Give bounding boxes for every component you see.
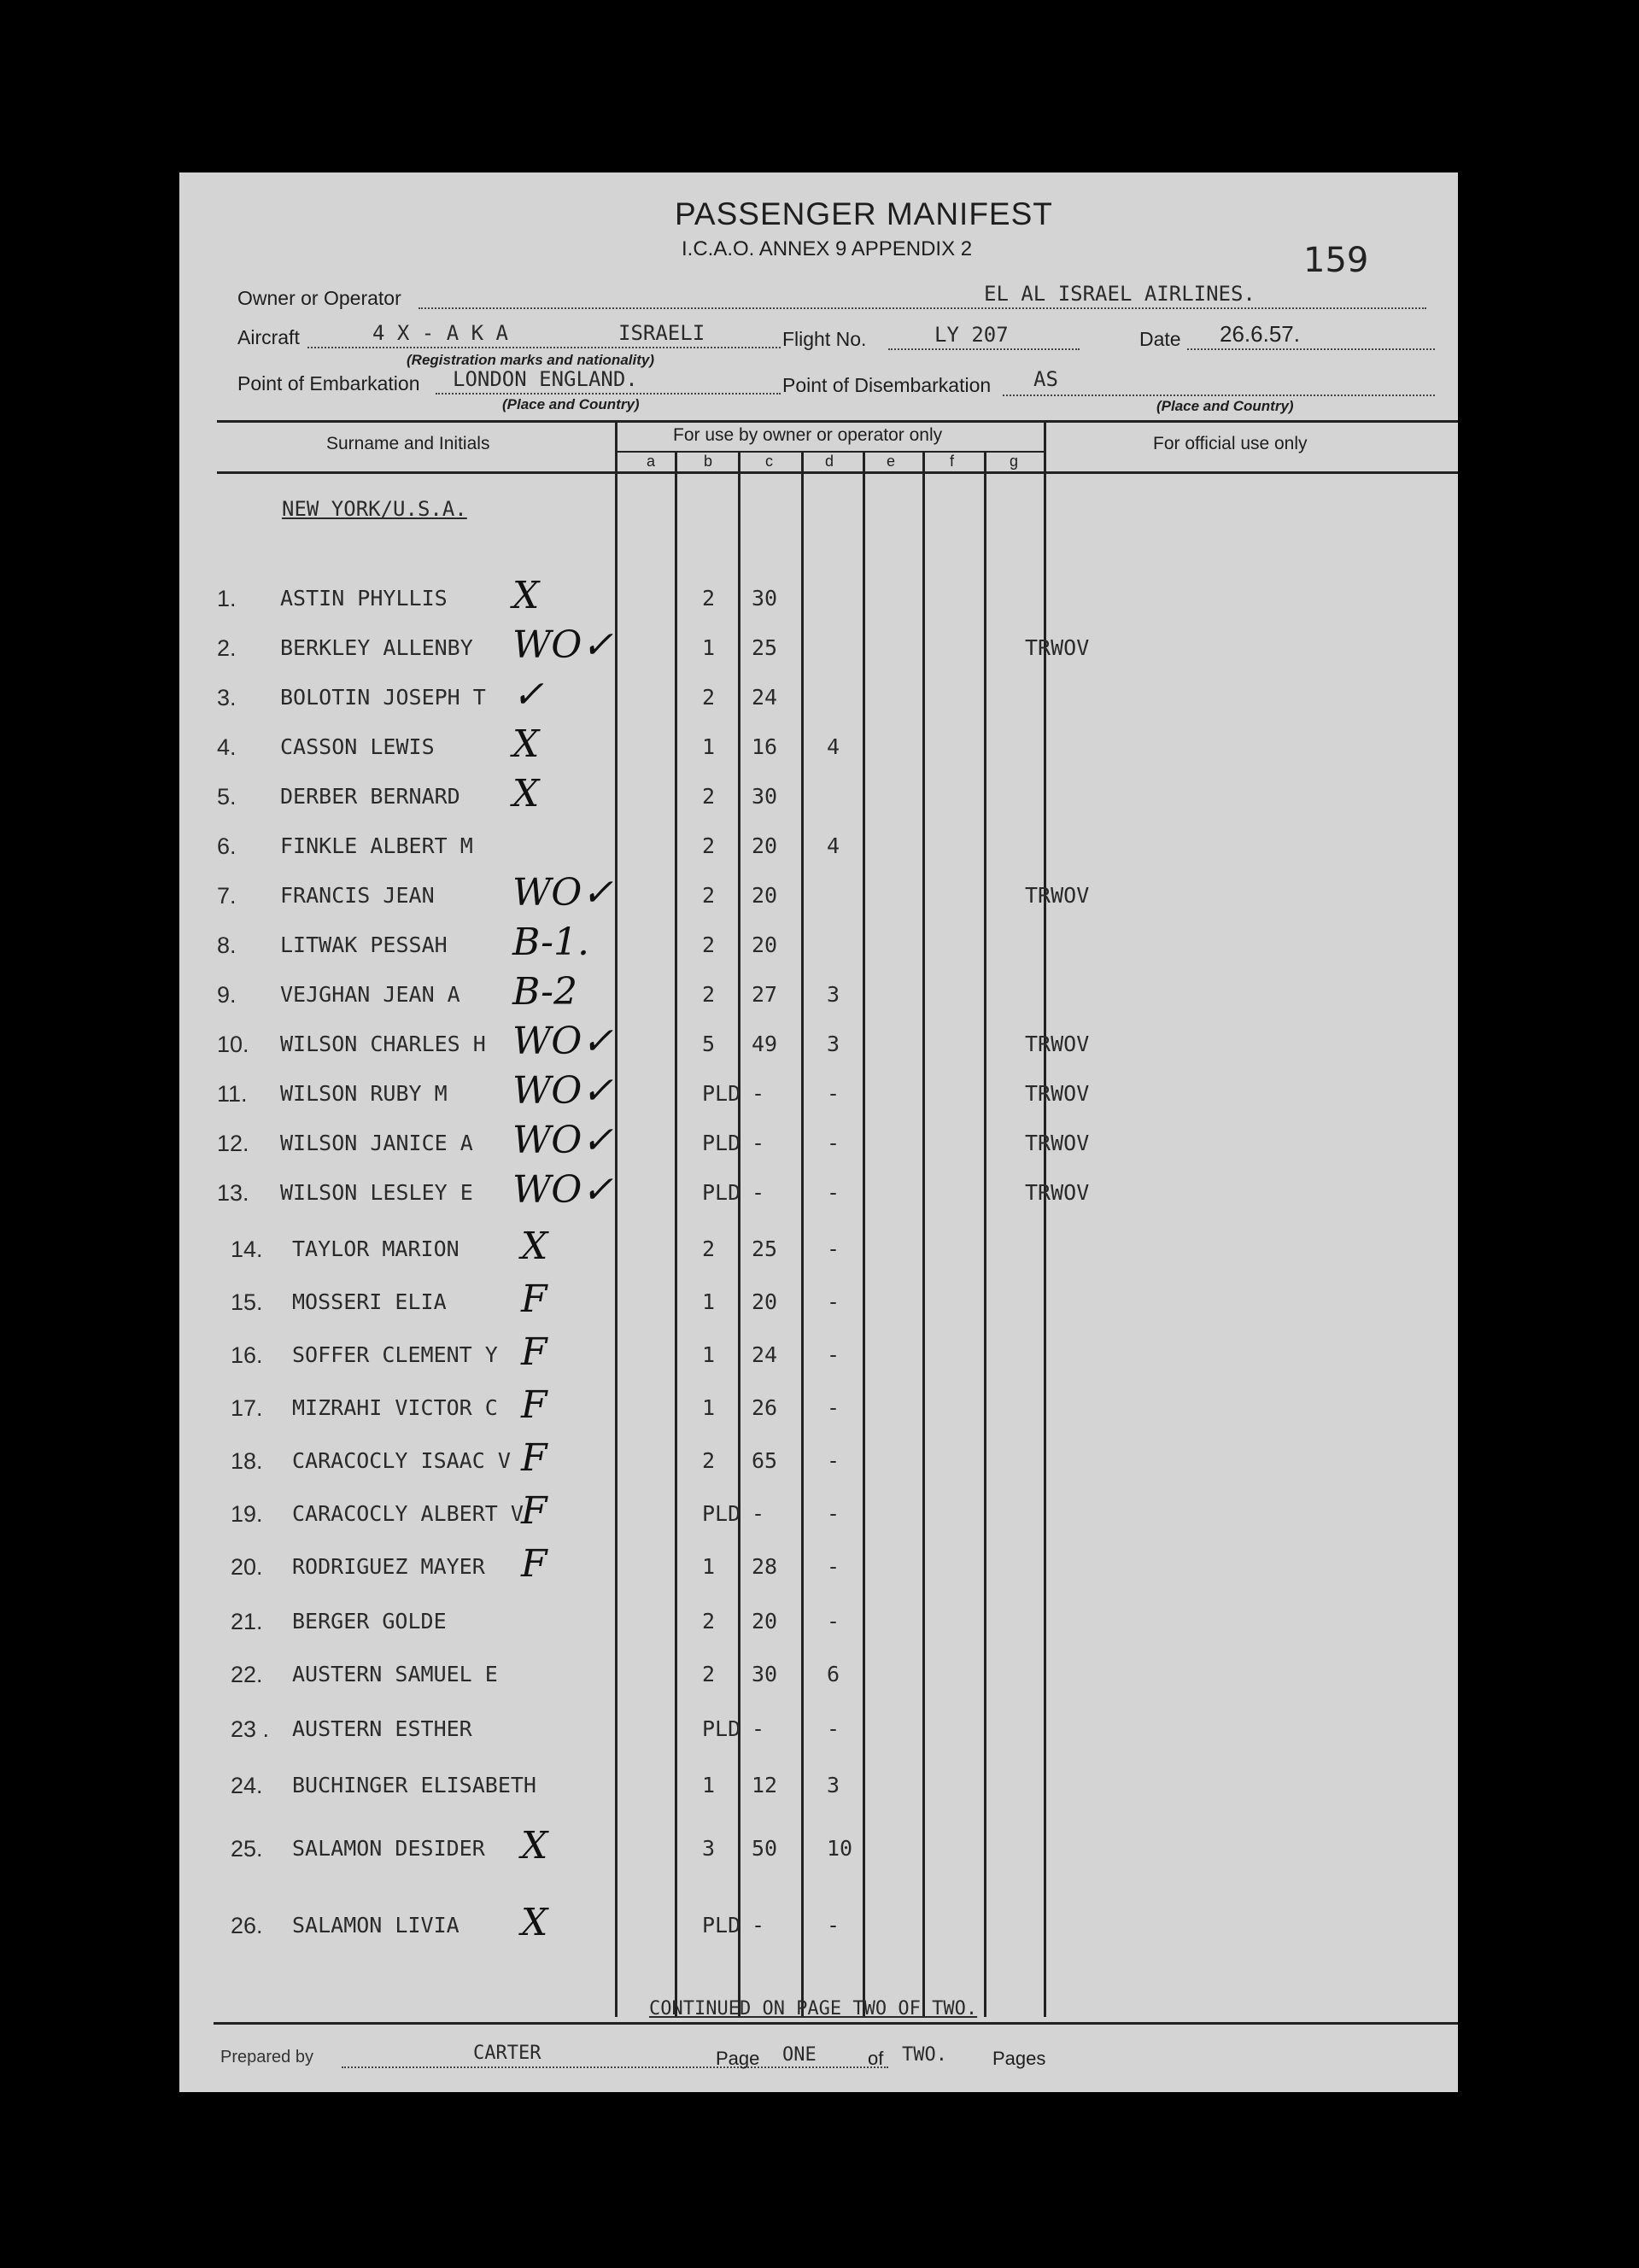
table-row [179, 1069, 1458, 1115]
row-number: 15. [231, 1289, 263, 1315]
cell-b: 1 [702, 1773, 716, 1797]
cell-d: - [827, 1395, 840, 1420]
cell-b: PLD [702, 1131, 741, 1155]
page-value: ONE [782, 2044, 817, 2066]
cell-d: - [827, 1716, 840, 1741]
table-row [179, 1609, 1458, 1643]
cell-b: 2 [702, 1609, 716, 1634]
embarkation-label: Point of Embarkation [237, 372, 420, 395]
passenger-name: SALAMON LIVIA [292, 1913, 460, 1938]
cell-d: 3 [827, 1032, 840, 1056]
official-note: TRWOV [1025, 883, 1090, 908]
passenger-name: BUCHINGER ELISABETH [292, 1773, 536, 1797]
passenger-name: RODRIGUEZ MAYER [292, 1554, 485, 1579]
aircraft-label: Aircraft [237, 326, 300, 348]
handwritten-mark: WO✓ [512, 623, 614, 667]
cell-d: - [827, 1180, 840, 1205]
row-number: 23 . [231, 1716, 270, 1742]
aircraft-nationality: ISRAELI [618, 321, 705, 345]
cell-c: 20 [752, 932, 778, 957]
cell-b: 1 [702, 1395, 716, 1420]
handwritten-mark: X [521, 1901, 548, 1944]
table-row [179, 1225, 1458, 1271]
table-top-rule [217, 420, 1458, 423]
table-row [179, 1020, 1458, 1066]
passenger-name: FINKLE ALBERT M [280, 833, 473, 858]
cell-c: 65 [752, 1448, 778, 1473]
cell-c: 12 [752, 1773, 778, 1797]
table-row [179, 722, 1458, 769]
cell-b: 1 [702, 1342, 716, 1367]
subcolumn-f: f [950, 453, 955, 470]
table-row [179, 871, 1458, 917]
handwritten-mark: F [521, 1330, 547, 1374]
subcolumn-a: a [647, 453, 656, 470]
of-value: TWO. [902, 2044, 947, 2066]
table-row [179, 574, 1458, 620]
table-row [179, 1119, 1458, 1165]
passenger-name: CASSON LEWIS [280, 734, 435, 759]
subcolumn-g: g [1010, 453, 1019, 470]
cell-c: 20 [752, 833, 778, 858]
handwritten-mark: WO✓ [512, 1020, 614, 1063]
row-number: 11. [217, 1081, 248, 1107]
cell-c: - [752, 1716, 765, 1741]
row-number: 6. [217, 833, 237, 859]
passenger-name: WILSON CHARLES H [280, 1032, 486, 1056]
handwritten-mark: WO✓ [512, 1119, 614, 1162]
document-title: PASSENGER MANIFEST [675, 196, 1053, 231]
passenger-name: TAYLOR MARION [292, 1236, 460, 1261]
row-number: 22. [231, 1662, 263, 1687]
table-row [179, 921, 1458, 967]
table-row [179, 1773, 1458, 1807]
handwritten-mark: X [512, 574, 540, 617]
handwritten-mark: WO✓ [512, 1069, 614, 1113]
cell-c: 16 [752, 734, 778, 759]
embarkation-value: LONDON ENGLAND. [453, 367, 638, 391]
owner-label: Owner or Operator [237, 287, 401, 309]
cell-b: 2 [702, 1448, 716, 1473]
row-number: 18. [231, 1448, 263, 1474]
prepared-by-label: Prepared by [220, 2048, 313, 2066]
cell-b: 2 [702, 833, 716, 858]
cell-d: 10 [827, 1836, 853, 1861]
row-number: 14. [231, 1236, 263, 1262]
table-row [179, 1168, 1458, 1214]
table-row [179, 1383, 1458, 1429]
cell-d: - [827, 1554, 840, 1579]
passenger-name: WILSON LESLEY E [280, 1180, 473, 1205]
table-row [179, 1901, 1458, 1947]
cell-b: 2 [702, 1662, 716, 1686]
subcolumn-d: d [825, 453, 834, 470]
handwritten-mark: F [521, 1489, 547, 1533]
handwritten-mark: B-1. [512, 921, 589, 964]
official-note: TRWOV [1025, 635, 1090, 660]
cell-b: 1 [702, 1289, 716, 1314]
passenger-name: MIZRAHI VICTOR C [292, 1395, 498, 1420]
passenger-name: BERGER GOLDE [292, 1609, 447, 1634]
row-number: 9. [217, 982, 237, 1008]
table-row [179, 1824, 1458, 1870]
cell-c: 20 [752, 1289, 778, 1314]
continued-note: CONTINUED ON PAGE TWO OF TWO. [649, 1998, 978, 2020]
table-row [179, 1277, 1458, 1324]
of-label: of [868, 2048, 884, 2069]
table-row [179, 673, 1458, 719]
handwritten-mark: F [521, 1277, 547, 1321]
cell-d: - [827, 1131, 840, 1155]
cell-b: 3 [702, 1836, 716, 1861]
passenger-name: WILSON RUBY M [280, 1081, 448, 1106]
table-row [179, 772, 1458, 818]
row-number: 7. [217, 883, 237, 909]
cell-d: - [827, 1913, 840, 1938]
cell-b: 2 [702, 982, 716, 1007]
passenger-name: FRANCIS JEAN [280, 883, 435, 908]
subcolumn-b: b [704, 453, 713, 470]
cell-d: - [827, 1342, 840, 1367]
row-number: 19. [231, 1501, 263, 1527]
cell-b: PLD [702, 1081, 741, 1106]
cell-d: - [827, 1501, 840, 1526]
cell-c: 30 [752, 1662, 778, 1686]
cell-b: PLD [702, 1180, 741, 1205]
handwritten-mark: B-2 [512, 970, 578, 1014]
cell-b: 1 [702, 1554, 716, 1579]
page-label: Page [716, 2048, 760, 2069]
column-header-name: Surname and Initials [326, 434, 490, 453]
cell-c: 24 [752, 685, 778, 710]
official-note: TRWOV [1025, 1032, 1090, 1056]
row-number: 13. [217, 1180, 249, 1206]
handwritten-mark: F [521, 1542, 547, 1586]
cell-b: 5 [702, 1032, 716, 1056]
cell-c: 20 [752, 1609, 778, 1634]
prepared-by-dotted-line [342, 2066, 888, 2068]
row-number: 17. [231, 1395, 263, 1421]
table-bottom-rule [214, 2022, 1458, 2025]
date-label: Date [1139, 328, 1181, 350]
row-number: 26. [231, 1913, 263, 1938]
passenger-name: VEJGHAN JEAN A [280, 982, 460, 1007]
passenger-name: BERKLEY ALLENBY [280, 635, 473, 660]
row-number: 21. [231, 1609, 263, 1634]
cell-c: 50 [752, 1836, 778, 1861]
cell-c: 25 [752, 1236, 778, 1261]
row-number: 4. [217, 734, 237, 760]
handwritten-mark: X [512, 772, 540, 815]
row-number: 5. [217, 784, 237, 810]
handwritten-mark: ✓ [512, 673, 544, 716]
subcolumn-c: c [765, 453, 773, 470]
table-header-rule [217, 471, 1458, 474]
cell-d: - [827, 1289, 840, 1314]
handwritten-mark: X [512, 722, 540, 766]
cell-c: 25 [752, 635, 778, 660]
official-note: TRWOV [1025, 1081, 1090, 1106]
cell-c: 28 [752, 1554, 778, 1579]
cell-d: - [827, 1236, 840, 1261]
embarkation-note: (Place and Country) [502, 396, 640, 412]
cell-b: 2 [702, 883, 716, 908]
table-row [179, 623, 1458, 669]
date-value: 26.6.57. [1220, 321, 1300, 347]
disembarkation-note: (Place and Country) [1156, 398, 1294, 414]
passenger-name: AUSTERN ESTHER [292, 1716, 472, 1741]
cell-c: 30 [752, 586, 778, 611]
handwritten-mark: X [521, 1824, 548, 1868]
cell-b: PLD [702, 1716, 741, 1741]
flight-label: Flight No. [782, 328, 867, 350]
cell-c: 24 [752, 1342, 778, 1367]
cell-b: PLD [702, 1913, 741, 1938]
subcolumn-e: e [887, 453, 896, 470]
row-number: 2. [217, 635, 237, 661]
cell-b: 2 [702, 784, 716, 809]
table-row [179, 1489, 1458, 1535]
cell-c: - [752, 1913, 765, 1938]
cell-c: 26 [752, 1395, 778, 1420]
passenger-name: BOLOTIN JOSEPH T [280, 685, 486, 710]
column-header-owner: For use by owner or operator only [673, 425, 943, 445]
aircraft-dotted-line [307, 347, 781, 348]
prepared-by-value: CARTER [473, 2043, 541, 2064]
passenger-name: CARACOCLY ALBERT V [292, 1501, 524, 1526]
disembarkation-dotted-line [1003, 395, 1435, 396]
owner-dotted-line [419, 307, 1426, 309]
cell-c: 49 [752, 1032, 778, 1056]
table-row [179, 970, 1458, 1016]
page-stamp-number: 159 [1303, 241, 1369, 280]
passenger-name: DERBER BERNARD [280, 784, 460, 809]
row-number: 10. [217, 1032, 249, 1057]
cell-b: 2 [702, 685, 716, 710]
table-row [179, 1330, 1458, 1377]
destination-heading: NEW YORK/U.S.A. [282, 497, 467, 521]
table-row [179, 833, 1458, 868]
flight-dotted-line [888, 348, 1080, 350]
disembarkation-label: Point of Disembarkation [782, 374, 992, 396]
cell-c: - [752, 1180, 765, 1205]
official-note: TRWOV [1025, 1180, 1090, 1205]
manifest-sheet [179, 172, 1458, 2092]
handwritten-mark: X [521, 1225, 548, 1268]
cell-c: 20 [752, 883, 778, 908]
table-row [179, 1542, 1458, 1588]
cell-c: 30 [752, 784, 778, 809]
passenger-name: SOFFER CLEMENT Y [292, 1342, 498, 1367]
cell-c: - [752, 1131, 765, 1155]
row-number: 24. [231, 1773, 263, 1798]
official-note: TRWOV [1025, 1131, 1090, 1155]
passenger-name: MOSSERI ELIA [292, 1289, 447, 1314]
passenger-name: LITWAK PESSAH [280, 932, 448, 957]
document-subtitle: I.C.A.O. ANNEX 9 APPENDIX 2 [682, 237, 973, 260]
cell-c: - [752, 1501, 765, 1526]
disembarkation-value: AS [1033, 367, 1058, 391]
passenger-name: AUSTERN SAMUEL E [292, 1662, 498, 1686]
handwritten-mark: F [521, 1383, 547, 1427]
cell-d: - [827, 1609, 840, 1634]
cell-d: 6 [827, 1662, 840, 1686]
table-row [179, 1662, 1458, 1696]
cell-d: 3 [827, 982, 840, 1007]
aircraft-value: 4 X - A K A [372, 321, 508, 345]
registration-note: (Registration marks and nationality) [407, 352, 654, 368]
row-number: 3. [217, 685, 237, 710]
cell-b: 2 [702, 932, 716, 957]
cell-b: 2 [702, 586, 716, 611]
handwritten-mark: F [521, 1436, 547, 1480]
row-number: 8. [217, 932, 237, 958]
cell-b: 1 [702, 734, 716, 759]
passenger-name: WILSON JANICE A [280, 1131, 473, 1155]
passenger-name: SALAMON DESIDER [292, 1836, 485, 1861]
cell-d: - [827, 1081, 840, 1106]
cell-b: PLD [702, 1501, 741, 1526]
cell-b: 2 [702, 1236, 716, 1261]
cell-c: 27 [752, 982, 778, 1007]
flight-value: LY 207 [934, 323, 1009, 347]
row-number: 25. [231, 1836, 263, 1862]
date-dotted-line [1187, 348, 1435, 350]
embarkation-dotted-line [436, 393, 781, 395]
pages-label: Pages [992, 2048, 1046, 2069]
handwritten-mark: WO✓ [512, 871, 614, 915]
owner-value: EL AL ISRAEL AIRLINES. [984, 282, 1256, 306]
cell-b: 1 [702, 635, 716, 660]
passenger-name: CARACOCLY ISAAC V [292, 1448, 511, 1473]
table-row [179, 1716, 1458, 1751]
cell-d: 4 [827, 734, 840, 759]
cell-d: 4 [827, 833, 840, 858]
cell-c: - [752, 1081, 765, 1106]
handwritten-mark: WO✓ [512, 1168, 614, 1212]
table-row [179, 1436, 1458, 1482]
cell-d: 3 [827, 1773, 840, 1797]
row-number: 12. [217, 1131, 249, 1156]
row-number: 1. [217, 586, 237, 611]
passenger-name: ASTIN PHYLLIS [280, 586, 448, 611]
row-number: 16. [231, 1342, 263, 1368]
column-header-official: For official use only [1153, 434, 1308, 453]
row-number: 20. [231, 1554, 263, 1580]
cell-d: - [827, 1448, 840, 1473]
